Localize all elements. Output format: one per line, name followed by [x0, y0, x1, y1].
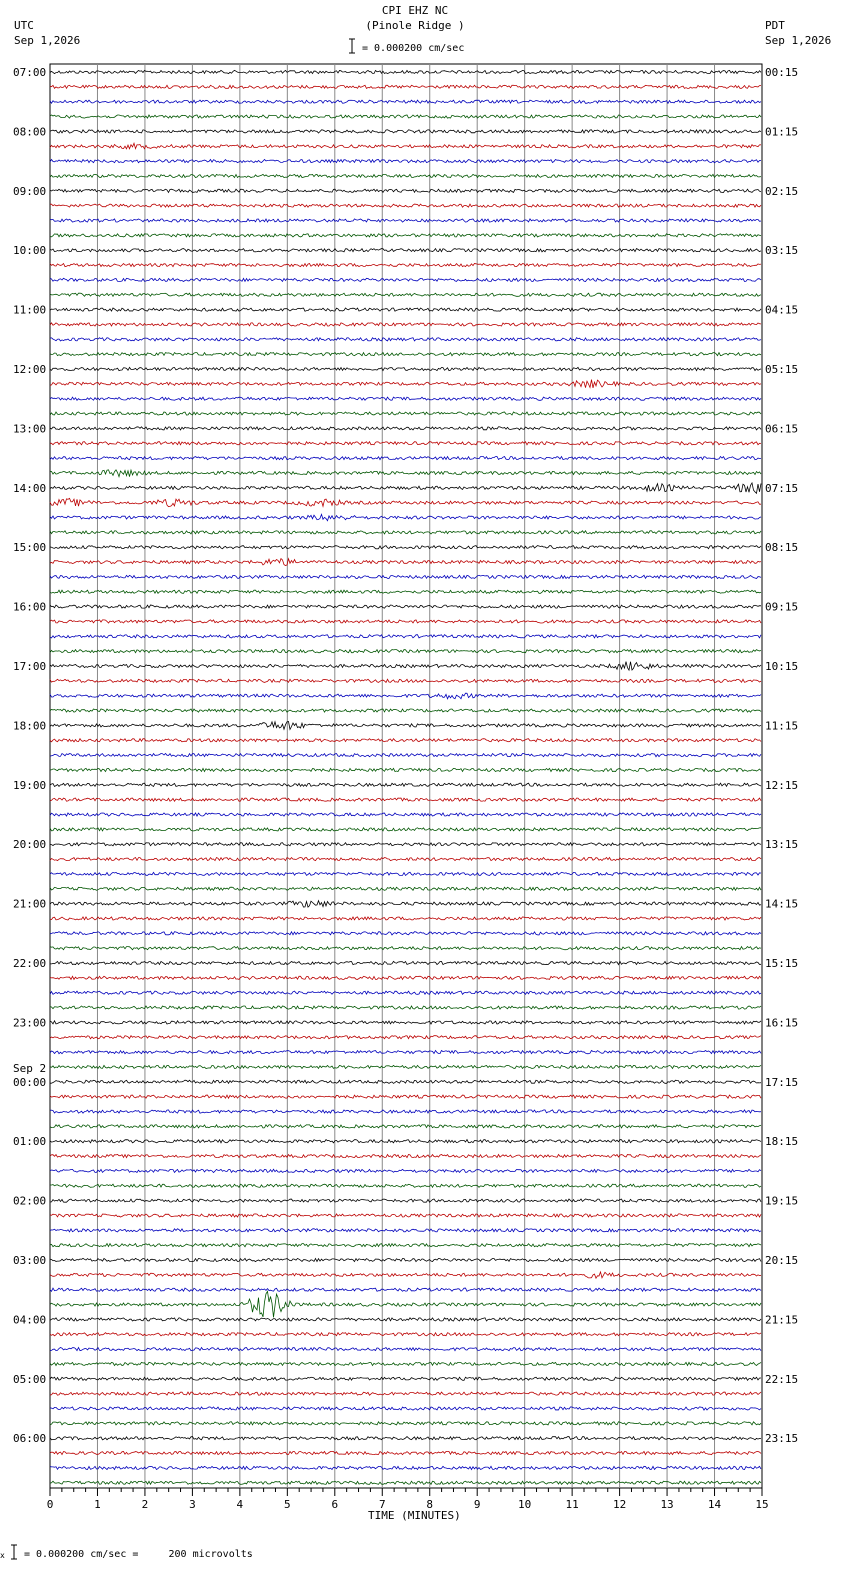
seismic-trace — [50, 1422, 761, 1425]
x-tick-label: 12 — [612, 1498, 627, 1511]
pdt-hour-label: 16:15 — [765, 1016, 799, 1030]
x-tick-label: 5 — [284, 1498, 291, 1511]
x-tick-label: 6 — [331, 1498, 339, 1511]
seismic-trace — [50, 1437, 761, 1440]
seismic-trace — [50, 219, 761, 222]
seismic-trace — [50, 1036, 761, 1039]
utc-hour-label: 03:00 — [13, 1254, 47, 1267]
seismic-trace — [50, 1272, 761, 1278]
seismic-trace — [50, 115, 761, 118]
seismic-trace — [50, 1051, 761, 1054]
seismic-trace — [50, 635, 761, 638]
seismic-trace — [50, 1333, 761, 1336]
utc-hour-label: 00:00 — [13, 1075, 47, 1089]
pdt-hour-label: 20:15 — [765, 1254, 799, 1267]
x-tick-label: 7 — [378, 1498, 386, 1511]
seismic-trace — [50, 143, 761, 149]
x-tick-label: 1 — [94, 1498, 101, 1511]
seismic-trace — [50, 917, 761, 920]
seismic-trace — [50, 1229, 761, 1232]
seismic-trace — [50, 1199, 761, 1202]
seismic-trace — [50, 174, 761, 177]
x-tick-label: 3 — [189, 1498, 196, 1511]
pdt-hour-label: 15:15 — [765, 957, 799, 970]
seismic-trace — [50, 722, 761, 730]
seismic-trace — [50, 1407, 761, 1410]
pdt-hour-label: 12:15 — [765, 778, 799, 792]
pdt-hour-label: 19:15 — [765, 1194, 799, 1208]
seismic-trace — [50, 498, 761, 506]
seismic-trace — [50, 85, 761, 88]
seismic-trace — [50, 768, 761, 771]
utc-hour-label: 21:00 — [13, 897, 47, 911]
seismic-trace — [50, 1244, 761, 1247]
pdt-hour-label: 01:15 — [765, 125, 799, 139]
seismic-trace — [50, 1348, 761, 1351]
seismic-trace — [50, 514, 761, 520]
footer-scale-label: = 0.000200 cm/sec = 200 microvolts — [24, 1549, 253, 1560]
pdt-hour-label: 04:15 — [765, 303, 799, 317]
x-tick-label: 11 — [565, 1498, 579, 1511]
seismic-trace — [50, 1291, 761, 1317]
x-tick-label: 2 — [141, 1498, 149, 1511]
right-date: Sep 1,2026 — [765, 34, 832, 47]
seismic-trace — [50, 976, 761, 979]
seismic-trace — [50, 380, 761, 388]
x-tick-label: 4 — [236, 1498, 244, 1511]
pdt-hour-label: 13:15 — [765, 838, 799, 852]
pdt-hour-label: 02:15 — [765, 184, 799, 198]
utc-hour-label: 13:00 — [13, 422, 47, 436]
utc-hour-label: 10:00 — [13, 244, 47, 258]
seismic-trace — [50, 70, 761, 73]
pdt-hour-label: 09:15 — [765, 600, 799, 614]
seismic-trace — [50, 709, 761, 712]
utc-hour-label: 20:00 — [13, 838, 47, 852]
footer-marker: x — [0, 1551, 5, 1560]
seismic-trace — [50, 1362, 761, 1365]
seismic-trace — [50, 457, 761, 460]
seismic-trace — [50, 605, 761, 608]
seismic-trace — [50, 397, 761, 400]
utc-hour-label: 15:00 — [13, 541, 47, 555]
seismic-trace — [50, 130, 761, 133]
utc-hour-label: 05:00 — [13, 1372, 47, 1386]
utc-hour-label: 23:00 — [13, 1016, 47, 1030]
seismic-trace — [50, 160, 761, 163]
seismic-trace — [50, 843, 761, 846]
seismic-trace — [50, 293, 761, 296]
utc-hour-label: 14:00 — [13, 481, 47, 495]
seismic-trace — [50, 1392, 761, 1395]
pdt-hour-label: 14:15 — [765, 897, 799, 911]
station-subtitle: (Pinole Ridge ) — [365, 19, 465, 32]
x-tick-label: 8 — [426, 1498, 434, 1511]
x-tick-label: 14 — [707, 1498, 722, 1511]
seismic-trace — [50, 559, 761, 566]
seismic-trace — [50, 1155, 761, 1158]
seismic-trace — [50, 783, 761, 786]
seismic-trace — [50, 427, 761, 430]
seismic-trace — [50, 442, 761, 445]
seismic-trace — [50, 189, 761, 192]
pdt-hour-label: 07:15 — [765, 481, 799, 495]
seismic-trace — [50, 1466, 761, 1469]
seismic-trace — [50, 1481, 761, 1484]
seismic-trace — [50, 872, 761, 875]
seismic-trace — [50, 338, 761, 341]
utc-hour-label: 16:00 — [13, 600, 47, 614]
seismic-trace — [50, 234, 761, 237]
seismic-trace — [50, 1080, 761, 1083]
seismic-trace — [50, 754, 761, 757]
seismic-trace — [50, 353, 761, 356]
seismic-trace — [50, 323, 761, 326]
seismic-trace — [50, 412, 761, 415]
seismic-trace — [50, 1184, 761, 1187]
seismic-trace — [50, 264, 761, 267]
pdt-hour-label: 10:15 — [765, 660, 799, 673]
x-tick-label: 0 — [46, 1498, 54, 1511]
seismic-trace — [50, 650, 761, 653]
pdt-hour-label: 22:15 — [765, 1372, 799, 1386]
utc-hour-label: 11:00 — [13, 303, 47, 317]
seismic-trace — [50, 693, 761, 699]
pdt-hour-label: 21:15 — [765, 1313, 799, 1327]
seismic-trace — [50, 531, 761, 534]
seismic-trace — [50, 679, 761, 682]
utc-hour-label: 06:00 — [13, 1432, 47, 1446]
utc-hour-label: 07:00 — [13, 66, 47, 79]
seismic-trace — [50, 1288, 761, 1291]
seismic-trace — [50, 1258, 761, 1261]
pdt-hour-label: 11:15 — [765, 719, 799, 733]
x-tick-label: 9 — [473, 1498, 481, 1511]
seismic-trace — [50, 1140, 761, 1143]
seismic-trace — [50, 1318, 761, 1321]
seismic-trace — [50, 1214, 761, 1217]
plot-frame — [50, 64, 762, 1488]
seismic-trace — [50, 1065, 761, 1068]
left-timezone: UTC — [14, 19, 34, 32]
pdt-hour-label: 23:15 — [765, 1432, 799, 1446]
seismic-trace — [50, 546, 761, 549]
seismic-trace — [50, 662, 761, 671]
scale-label: = 0.000200 cm/sec — [362, 43, 465, 54]
pdt-hour-label: 05:15 — [765, 363, 799, 376]
pdt-hour-label: 00:15 — [765, 66, 799, 79]
utc-hour-label: 17:00 — [13, 660, 47, 673]
seismic-trace — [50, 204, 761, 207]
seismic-trace — [50, 100, 761, 103]
pdt-hour-label: 18:15 — [765, 1135, 799, 1149]
seismic-trace — [50, 828, 761, 831]
seismic-trace — [50, 887, 761, 890]
seismic-trace — [50, 739, 761, 742]
seismic-trace — [50, 932, 761, 935]
utc-hour-label: 12:00 — [13, 363, 47, 376]
seismic-trace — [50, 367, 761, 370]
pdt-hour-label: 17:15 — [765, 1075, 799, 1089]
seismic-trace — [50, 308, 761, 311]
seismic-trace — [50, 961, 761, 964]
pdt-hour-label: 06:15 — [765, 422, 799, 436]
seismic-trace — [50, 1095, 761, 1098]
x-tick-label: 15 — [755, 1498, 769, 1511]
pdt-hour-label: 08:15 — [765, 541, 799, 555]
seismic-trace — [50, 575, 761, 578]
utc-hour-label: 01:00 — [13, 1135, 47, 1149]
seismic-trace — [50, 1169, 761, 1172]
seismic-trace — [50, 1377, 761, 1380]
seismic-trace — [50, 858, 761, 861]
date-change-label: Sep 2 — [13, 1061, 47, 1075]
seismic-trace — [50, 590, 761, 593]
seismic-trace — [50, 901, 761, 907]
utc-hour-label: 02:00 — [13, 1194, 47, 1208]
seismic-trace — [50, 470, 761, 477]
right-timezone: PDT — [765, 19, 785, 32]
utc-hour-label: 19:00 — [13, 778, 47, 792]
seismic-trace — [50, 249, 761, 252]
seismic-trace — [50, 1125, 761, 1128]
seismic-trace — [50, 991, 761, 994]
left-date: Sep 1,2026 — [14, 34, 81, 47]
utc-hour-label: 09:00 — [13, 184, 47, 198]
x-tick-label: 13 — [660, 1498, 674, 1511]
station-title: CPI EHZ NC — [381, 4, 449, 17]
seismic-trace — [50, 1452, 761, 1455]
seismic-trace — [50, 278, 761, 281]
seismic-trace — [50, 483, 761, 493]
seismic-trace — [50, 620, 761, 623]
seismic-trace — [50, 1110, 761, 1113]
x-axis-label: TIME (MINUTES) — [368, 1509, 461, 1522]
seismic-trace — [50, 813, 761, 816]
seismic-trace — [50, 798, 761, 801]
pdt-hour-label: 03:15 — [765, 244, 799, 258]
seismic-trace — [50, 947, 761, 950]
utc-hour-label: 18:00 — [13, 719, 47, 733]
utc-hour-label: 08:00 — [13, 125, 47, 139]
utc-hour-label: 04:00 — [13, 1313, 47, 1327]
utc-hour-label: 22:00 — [13, 957, 47, 970]
seismic-trace — [50, 1006, 761, 1009]
seismic-trace — [50, 1021, 761, 1024]
x-tick-label: 10 — [518, 1498, 532, 1511]
